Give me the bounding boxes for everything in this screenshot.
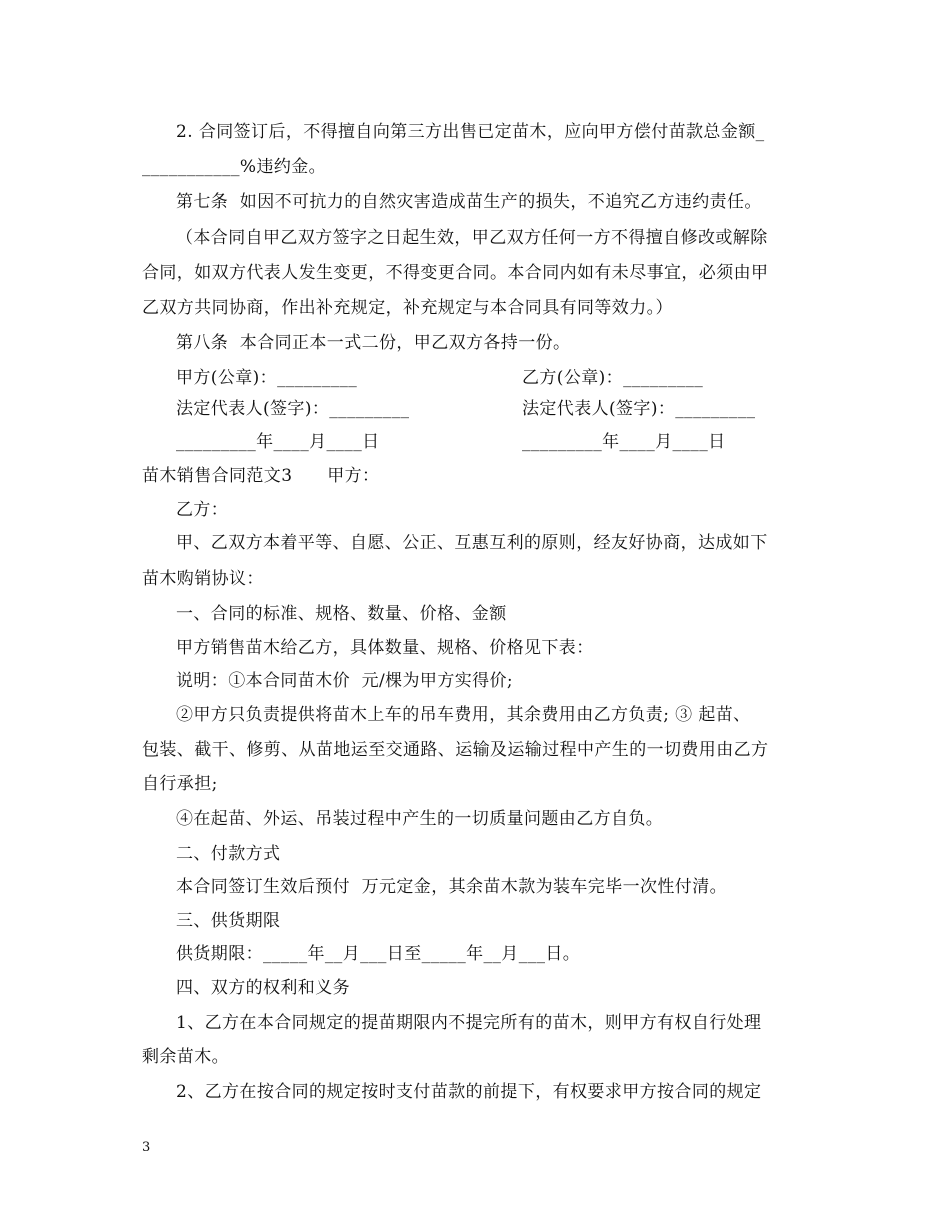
clause-6-item-2: 2. 合同签订后，不得擅自向第三方出售已定苗木，应向甲方偿付苗款总金额_ [176, 122, 765, 142]
party-a-rep: 法定代表人(签字)：_________ [176, 399, 410, 419]
section-title: 苗木销售合同范文3 甲方： [142, 466, 380, 486]
party-a-seal: 甲方(公章)：_________ [176, 368, 358, 388]
party-b-date: _________年____月____日 [522, 432, 726, 452]
heading-1-text: 甲方销售苗木给乙方，具体数量、规格、价格见下表： [176, 638, 594, 658]
page-number: 3 [142, 1140, 151, 1155]
party-b-rep: 法定代表人(签字)：_________ [522, 399, 756, 419]
clause-7: 第七条 如因不可抗力的自然灾害造成苗生产的损失，不追究乙方违约责任。 [176, 192, 762, 212]
effect-note: （本合同自甲乙双方签字之日起生效，甲乙双方任何一方不得擅自修改或解除 [176, 228, 768, 248]
rights-1-cont: 剩余苗木。 [142, 1047, 229, 1067]
heading-2: 二、付款方式 [176, 844, 281, 864]
note-1: 说明：①本合同苗木价 元/棵为甲方实得价; [176, 671, 514, 691]
note-2-cont-2: 自行承担; [142, 774, 218, 794]
preamble-cont: 苗木购销协议： [142, 569, 264, 589]
note-4: ④在起苗、外运、吊装过程中产生的一切质量问题由乙方自负。 [176, 809, 664, 829]
party-b-label: 乙方： [176, 500, 229, 520]
supply-period: 供货期限：_____年__月___日至_____年__月___日。 [176, 944, 581, 964]
payment-text: 本合同签订生效后预付 万元定金，其余苗木款为装车完毕一次性付清。 [176, 877, 728, 897]
rights-1: 1、乙方在本合同规定的提苗期限内不提完所有的苗木，则甲方有权自行处理 [176, 1013, 762, 1033]
heading-1: 一、合同的标准、规格、数量、价格、金额 [176, 604, 507, 624]
heading-4: 四、双方的权利和义务 [176, 978, 350, 998]
clause-6-item-2-cont: ___________%违约金。 [142, 157, 327, 177]
note-2-cont-1: 包装、截干、修剪、从苗地运至交通路、运输及运输过程中产生的一切费用由乙方 [142, 740, 769, 760]
preamble: 甲、乙双方本着平等、自愿、公正、互惠互利的原则，经友好协商，达成如下 [176, 533, 768, 553]
effect-note-cont-2: 乙双方共同协商，作出补充规定，补充规定与本合同具有同等效力。） [142, 298, 673, 318]
effect-note-cont-1: 合同，如双方代表人发生变更，不得变更合同。本合同内如有未尽事宜，必须由甲 [142, 263, 769, 283]
rights-2: 2、乙方在按合同的规定按时支付苗款的前提下，有权要求甲方按合同的规定 [176, 1082, 762, 1102]
party-a-date: _________年____月____日 [176, 432, 380, 452]
party-b-seal: 乙方(公章)：_________ [522, 368, 704, 388]
clause-8: 第八条 本合同正本一式二份，甲乙双方各持一份。 [176, 333, 571, 353]
heading-3: 三、供货期限 [176, 911, 281, 931]
note-2: ②甲方只负责提供将苗木上车的吊车费用，其余费用由乙方负责; ③ 起苗、 [176, 705, 751, 725]
